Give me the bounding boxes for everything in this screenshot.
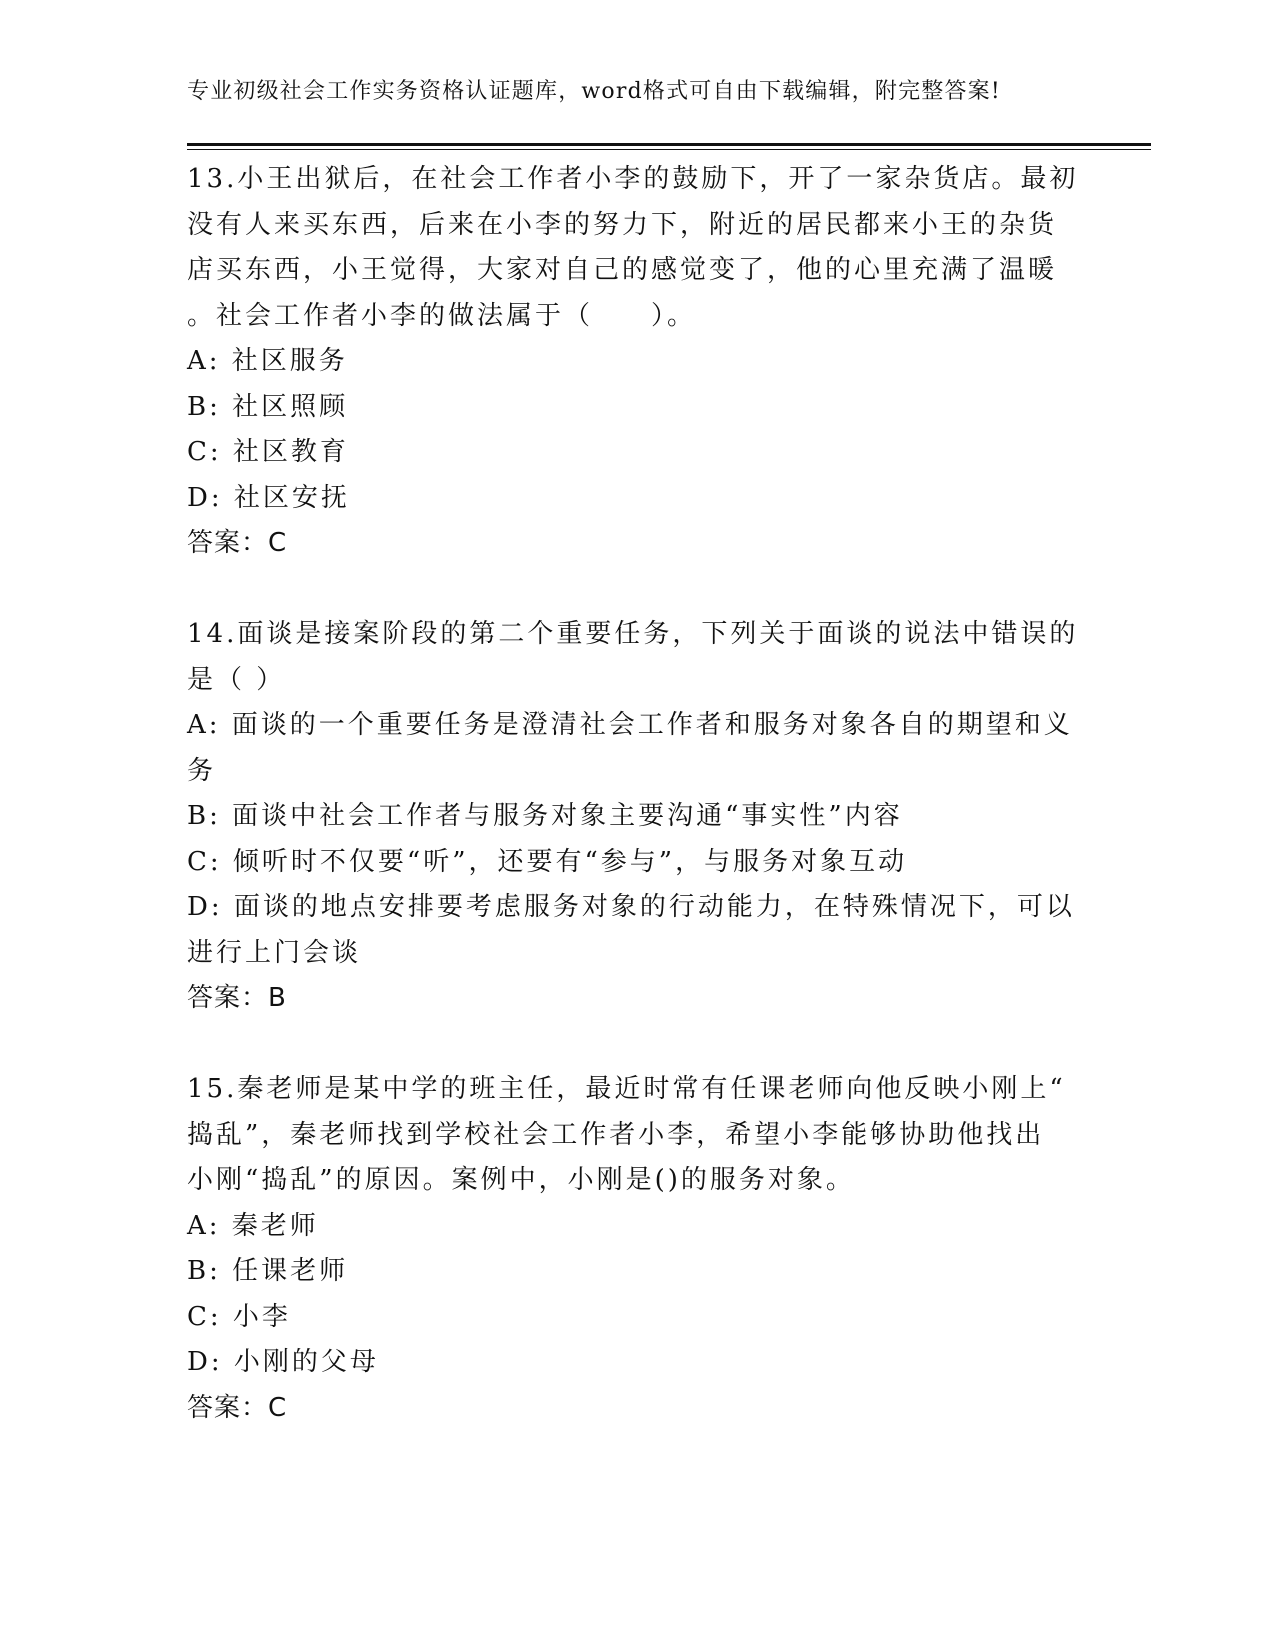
option-a: A: 社区服务 [187, 346, 348, 376]
answer-line: 答案：C [187, 528, 288, 558]
question-list [187, 157, 1087, 1477]
question-stem-line: 捣乱”，秦老师找到学校社会工作者小李，希望小李能够协助他找出 [187, 1119, 1045, 1150]
question-13 [187, 157, 1087, 567]
question-stem-line: 是（ ） [187, 664, 286, 695]
option-c: C: 小李 [187, 1301, 291, 1332]
answer-line: 答案：B [187, 983, 287, 1013]
option-d: D: 小刚的父母 [187, 1347, 379, 1377]
option-d: D: 面谈的地点安排要考虑服务对象的行动能力，在特殊情况下，可以 [187, 892, 1075, 922]
option-b: B: 任课老师 [187, 1256, 349, 1286]
option-a: A: 面谈的一个重要任务是澄清社会工作者和服务对象各自的期望和义 [187, 710, 1073, 740]
header-rule-thick [187, 143, 1151, 146]
option-a-continuation: 务 [187, 755, 217, 786]
page-header: 专业初级社会工作实务资格认证题库，word格式可自由下载编辑，附完整答案! [187, 79, 1001, 104]
option-d: D: 社区安抚 [187, 482, 350, 513]
question-stem-line: 15.秦老师是某中学的班主任，最近时常有任课老师向他反映小刚上“ [187, 1074, 1066, 1104]
question-15 [187, 1067, 1087, 1431]
question-stem-line: 。社会工作者小李的做法属于（ ）。 [187, 300, 697, 331]
question-stem-line: 没有人来买东西，后来在小李的努力下，附近的居民都来小王的杂货 [187, 209, 1058, 240]
question-stem-line: 13.小王出狱后，在社会工作者小李的鼓励下，开了一家杂货店。最初 [187, 164, 1079, 194]
question-stem-line: 小刚“捣乱”的原因。案例中，小刚是()的服务对象。 [187, 1165, 855, 1195]
option-d-continuation: 进行上门会谈 [187, 937, 362, 968]
question-stem-line: 店买东西，小王觉得，大家对自己的感觉变了，他的心里充满了温暖 [187, 255, 1058, 285]
option-a: A: 秦老师 [187, 1210, 319, 1241]
question-14 [187, 612, 1087, 1022]
option-b: B: 社区照顾 [187, 391, 349, 422]
option-c: C: 倾听时不仅要“听”，还要有“参与”，与服务对象互动 [187, 846, 908, 877]
option-c: C: 社区教育 [187, 437, 349, 467]
option-b: B: 面谈中社会工作者与服务对象主要沟通“事实性”内容 [187, 801, 903, 831]
header-rule-thin [187, 149, 1151, 150]
answer-line: 答案：C [187, 1392, 288, 1423]
question-stem-line: 14.面谈是接案阶段的第二个重要任务，下列关于面谈的说法中错误的 [187, 619, 1079, 649]
